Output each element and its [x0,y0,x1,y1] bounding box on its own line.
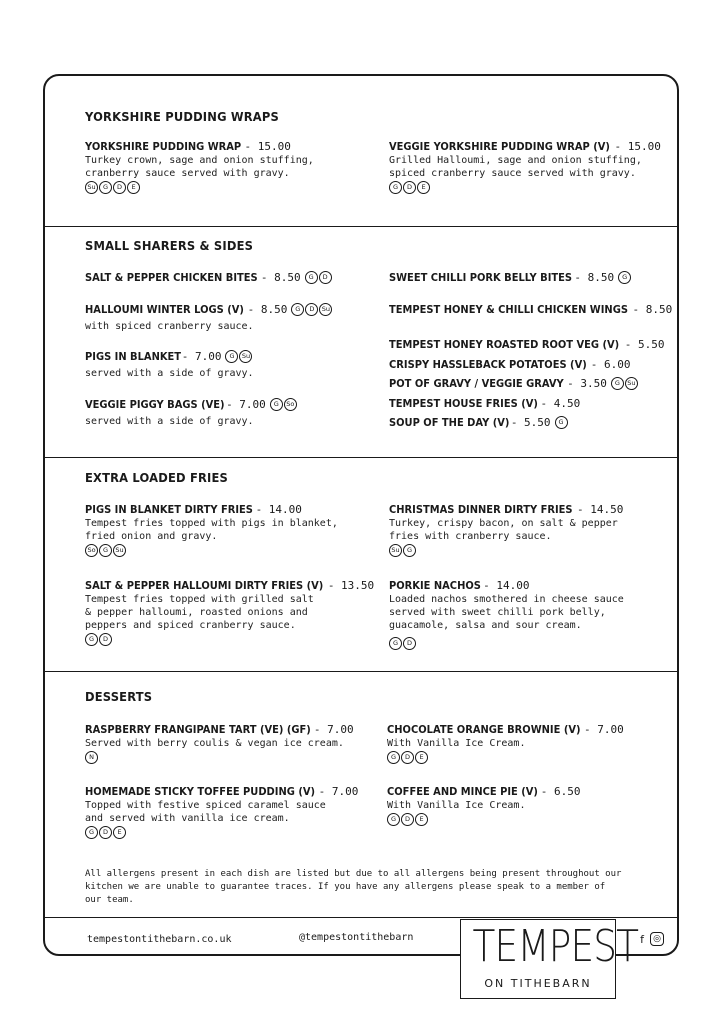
item-description: and served with vanilla ice cream. [85,813,290,824]
allergen-badge: E [417,181,430,194]
item-description: Loaded nachos smothered in cheese sauce [389,594,624,605]
item-description: Served with berry coulis & vegan ice cream. [85,738,344,749]
facebook-icon[interactable]: f [640,932,644,946]
item-description: Grilled Halloumi, sage and onion stuffing, [389,155,642,166]
allergen-badge: Su [319,303,332,316]
item-name: YORKSHIRE PUDDING WRAP [85,140,242,153]
item-name: RASPBERRY FRANGIPANE TART (VE) (GF) [85,723,311,736]
item-name: PIGS IN BLANKET [85,350,182,363]
social-handle[interactable]: @tempestontithebarn [299,932,414,943]
allergen-badge: E [415,813,428,826]
item-name: TEMPEST HOUSE FRIES (V) [389,397,538,410]
allergen-badge: G [270,398,283,411]
item-price: - 7.00 [226,398,266,411]
item-description: & pepper halloumi, roasted onions and [85,607,308,618]
item-description: spiced cranberry sauce served with gravy. [389,168,636,179]
item-price: - 7.00 [584,723,624,736]
allergen-badge: G [99,544,112,557]
menu-item [85,578,374,646]
menu-frame [43,74,679,956]
section-divider [45,457,677,458]
allergen-list [291,303,332,316]
allergen-list [85,826,358,839]
item-price: - 15.00 [244,140,291,153]
allergen-badge: G [611,377,624,390]
footer-divider [45,917,677,918]
allergen-badge: G [403,544,416,557]
allergen-badge: N [85,751,98,764]
item-price: - 14.00 [483,579,530,592]
item-name: TEMPEST HONEY ROASTED ROOT VEG (V) [389,338,620,351]
allergen-list [85,633,374,646]
menu-item [389,139,661,194]
item-price: - 13.50 [327,579,375,592]
item-description: guacamole, salsa and sour cream. [389,620,582,631]
tempest-logo [460,919,639,999]
instagram-icon[interactable]: ◎ [650,932,664,946]
allergen-list [555,416,568,429]
item-description: Topped with festive spiced caramel sauce [85,800,326,811]
menu-item [389,502,623,557]
allergen-list [389,637,624,650]
item-name: HOMEMADE STICKY TOFFEE PUDDING (V) [85,785,316,798]
menu-item [389,376,638,391]
allergen-list [387,751,624,764]
allergen-badge: D [401,813,414,826]
item-description: Tempest fries topped with pigs in blanket, [85,518,338,529]
allergen-list [389,181,661,194]
item-description: with spiced cranberry sauce. [85,321,254,332]
allergen-badge: D [403,181,416,194]
menu-item [85,139,314,194]
allergen-badge: D [99,826,112,839]
menu-item [389,302,672,317]
item-description: fried onion and gravy. [85,531,218,542]
allergen-badge: D [319,271,332,284]
item-name: CRISPY HASSLEBACK POTATOES (V) [389,358,587,371]
website-link[interactable]: tempestontithebarn.co.uk [87,934,232,945]
allergen-list [387,813,580,826]
allergen-badge: Su [625,377,638,390]
allergen-note [85,868,645,907]
menu-item [85,784,358,839]
menu-item [85,397,297,428]
item-price: - 6.50 [540,785,581,798]
allergen-badge: G [225,350,238,363]
note-line: All allergens present in each dish are listed but due to all allergens being present throughout our [85,869,622,879]
allergen-badge: G [85,826,98,839]
section-divider [45,226,677,227]
allergen-badge: E [127,181,140,194]
allergen-badge: G [305,271,318,284]
allergen-badge: E [113,826,126,839]
item-description: With Vanilla Ice Cream. [387,738,526,749]
allergen-list [305,271,332,284]
item-name: SALT & PEPPER HALLOUMI DIRTY FRIES (V) [85,579,324,592]
item-price: - 4.50 [540,397,581,410]
allergen-list [618,271,631,284]
logo-wordmark: TEMPEST [472,921,639,972]
item-description: Turkey, crispy bacon, on salt & pepper [389,518,618,529]
allergen-badge: D [403,637,416,650]
menu-item [389,357,631,372]
allergen-list [85,544,338,557]
note-line: our team. [85,895,134,905]
item-price: - 15.00 [614,140,661,153]
allergen-list [389,544,623,557]
allergen-list [85,751,354,764]
allergen-badge: G [618,271,631,284]
allergen-badge: Su [85,181,98,194]
section-title-desserts: DESSERTS [85,689,153,704]
menu-item [389,396,580,411]
item-name: COFFEE AND MINCE PIE (V) [387,785,538,798]
section-divider [45,671,677,672]
menu-item [389,415,568,430]
item-price: - 14.00 [255,503,302,516]
allergen-badge: D [401,751,414,764]
menu-item [85,502,338,557]
item-name: HALLOUMI WINTER LOGS (V) [85,303,244,316]
note-line: kitchen we are unable to guarantee traces. If you have any allergens please speak to a member of [85,882,606,892]
menu-item [85,270,332,285]
item-name: VEGGIE PIGGY BAGS (VE) [85,398,225,411]
item-description: Turkey crown, sage and onion stuffing, [85,155,314,166]
allergen-badge: G [387,813,400,826]
item-price: - 8.50 [260,271,301,284]
allergen-badge: G [389,181,402,194]
allergen-badge: D [113,181,126,194]
item-description: served with a side of gravy. [85,368,254,379]
item-name: CHRISTMAS DINNER DIRTY FRIES [389,503,573,516]
item-price: - 8.50 [574,271,615,284]
menu-item [387,784,580,826]
item-price: - 3.50 [567,377,607,390]
section-title-sharers: SMALL SHARERS & SIDES [85,238,254,253]
allergen-badge: G [555,416,568,429]
allergen-list [611,377,638,390]
item-price: - 8.50 [247,303,288,316]
section-title-wraps: YORKSHIRE PUDDING WRAPS [85,109,279,124]
menu-item [85,349,254,380]
item-price: - 6.00 [590,358,631,371]
allergen-badge: Su [389,544,402,557]
item-price: - 8.50 [632,303,673,316]
section-title-fries: EXTRA LOADED FRIES [85,470,229,485]
item-name: POT OF GRAVY / VEGGIE GRAVY [389,377,564,390]
allergen-list [225,350,252,363]
item-price: - 5.50 [624,338,665,351]
allergen-badge: G [291,303,304,316]
item-price: - 7.00 [313,723,354,736]
item-description: peppers and spiced cranberry sauce. [85,620,296,631]
allergen-badge: So [85,544,98,557]
item-name: SWEET CHILLI PORK BELLY BITES [389,271,573,284]
item-name: SOUP OF THE DAY (V) [389,416,510,429]
menu-item [389,578,624,650]
allergen-badge: E [415,751,428,764]
menu-item [389,270,631,285]
item-name: CHOCOLATE ORANGE BROWNIE (V) [387,723,581,736]
allergen-badge: Su [239,350,252,363]
item-price: - 7.00 [181,350,222,363]
allergen-list [270,398,297,411]
item-name: TEMPEST HONEY & CHILLI CHICKEN WINGS [389,303,628,316]
item-name: PORKIE NACHOS [389,579,481,592]
allergen-badge: Su [113,544,126,557]
menu-item [85,302,332,333]
item-description: cranberry sauce served with gravy. [85,168,290,179]
item-description: served with sweet chilli pork belly, [389,607,606,618]
allergen-badge: G [99,181,112,194]
item-description: With Vanilla Ice Cream. [387,800,526,811]
item-name: VEGGIE YORKSHIRE PUDDING WRAP (V) [389,140,610,153]
menu-item [85,722,354,764]
allergen-badge: D [305,303,318,316]
allergen-list [85,181,314,194]
item-price: - 5.50 [510,416,551,429]
item-name: PIGS IN BLANKET DIRTY FRIES [85,503,253,516]
allergen-badge: G [85,633,98,646]
item-name: SALT & PEPPER CHICKEN BITES [85,271,258,284]
allergen-badge: G [387,751,400,764]
menu-item [387,722,624,764]
item-price: - 7.00 [318,785,359,798]
item-description: Tempest fries topped with grilled salt [85,594,314,605]
item-description: served with a side of gravy. [85,416,254,427]
item-description: fries with cranberry sauce. [389,531,552,542]
allergen-badge: G [389,637,402,650]
allergen-badge: So [284,398,297,411]
allergen-badge: D [99,633,112,646]
item-price: - 14.50 [576,503,624,516]
menu-item [389,337,665,352]
logo-subtitle: ON TITHEBARN [461,977,615,990]
